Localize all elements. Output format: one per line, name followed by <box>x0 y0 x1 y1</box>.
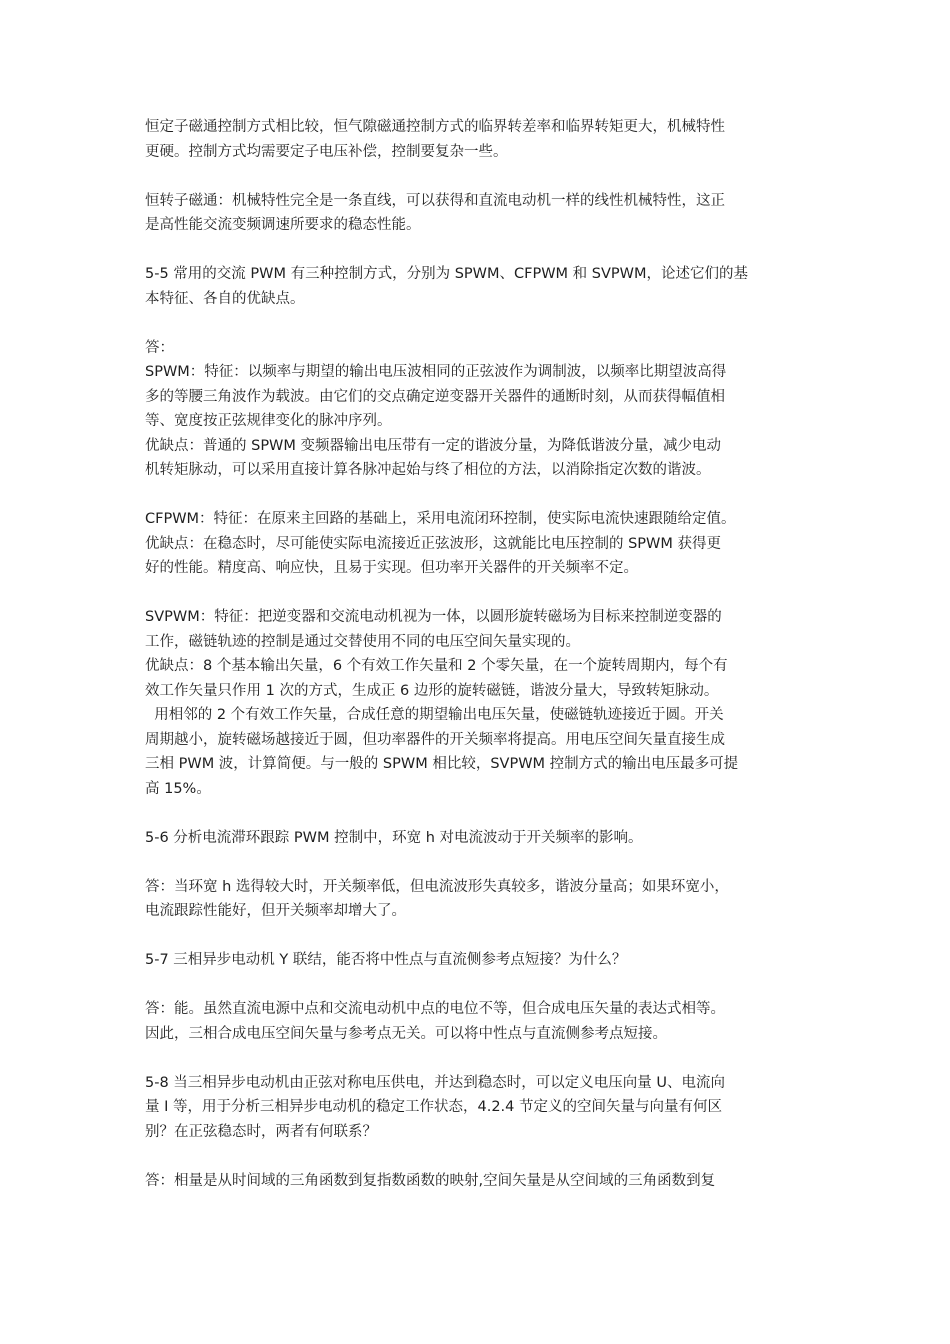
paragraph-1 <box>145 115 810 164</box>
text-line: 是高性能交流变频调速所要求的稳态性能。 <box>145 217 421 233</box>
document-page <box>145 115 810 1193</box>
text-line: 多的等腰三角波作为载波。由它们的交点确定逆变器开关器件的通断时刻，从而获得幅值相 <box>145 388 725 405</box>
answer-5-8 <box>145 1169 810 1194</box>
text-line: 量 I 等，用于分析三相异步电动机的稳定工作状态，4.2.4 节定义的空间矢量与向量有何区 <box>145 1099 722 1115</box>
text-line: 机转矩脉动，可以采用直接计算各脉冲起始与终了相位的方法，以消除指定次数的谐波。 <box>145 462 711 478</box>
question-5-7 <box>145 948 810 973</box>
text-line: 电流跟踪性能好，但开关频率却增大了。 <box>145 903 406 919</box>
text-line: 5-5 常用的交流 PWM 有三种控制方式，分别为 SPWM、CFPWM 和 SVPWM，论述它们的基 <box>145 266 748 282</box>
text-line: 三相 PWM 波，计算简便。与一般的 SPWM 相比较，SVPWM 控制方式的输出电压最多可提 <box>145 756 739 772</box>
text-line: 高 15%。 <box>145 780 211 797</box>
text-line: 更硬。控制方式均需要定子电压补偿，控制要复杂一些。 <box>145 143 508 160</box>
text-line: 本特征、各自的优缺点。 <box>145 290 305 307</box>
answer-5-6 <box>145 875 810 924</box>
text-line: SPWM：特征：以频率与期望的输出电压波相同的正弦波作为调制波，以频率比期望波高得 <box>145 364 727 380</box>
text-line: 5-8 当三相异步电动机由正弦对称电压供电，并达到稳态时，可以定义电压向量 U、电流向 <box>145 1074 726 1091</box>
answer-5-5-svpwm <box>145 605 810 801</box>
text-line: 效工作矢量只作用 1 次的方式，生成正 6 边形的旋转磁链，谐波分量大，导致转矩脉动。 <box>145 682 719 699</box>
paragraph-2 <box>145 189 810 238</box>
text-line: 用相邻的 2 个有效工作矢量，合成任意的期望输出电压矢量，使磁链轨迹接近于圆。开关 <box>145 707 724 723</box>
text-line: 好的性能。精度高、响应快，且易于实现。但功率开关器件的开关频率不定。 <box>145 560 638 576</box>
answer-5-7 <box>145 997 810 1046</box>
text-line: SVPWM：特征：把逆变器和交流电动机视为一体，以圆形旋转磁场为目标来控制逆变器的 <box>145 609 722 625</box>
text-line: 5-7 三相异步电动机 Y 联结，能否将中性点与直流侧参考点短接？为什么？ <box>145 952 627 968</box>
text-line: 答：能。虽然直流电源中点和交流电动机中点的电位不等，但合成电压矢量的表达式相等。 <box>145 1001 725 1017</box>
text-line: 答： <box>145 339 174 356</box>
text-line: 因此，三相合成电压空间矢量与参考点无关。可以将中性点与直流侧参考点短接。 <box>145 1025 667 1042</box>
text-line: 答：相量是从时间域的三角函数到复指数函数的映射,空间矢量是从空间域的三角函数到复 <box>145 1172 716 1189</box>
text-line: CFPWM：特征：在原来主回路的基础上，采用电流闭环控制，使实际电流快速跟随给定值。 <box>145 511 736 527</box>
text-line: 优缺点：8 个基本输出矢量，6 个有效工作矢量和 2 个零矢量，在一个旋转周期内，每个有 <box>145 658 728 674</box>
question-5-8 <box>145 1071 810 1145</box>
text-line: 恒定子磁通控制方式相比较，恒气隙磁通控制方式的临界转差率和临界转矩更大，机械特性 <box>145 119 725 135</box>
text-line: 等、宽度按正弦规律变化的脉冲序列。 <box>145 413 392 429</box>
text-line: 优缺点：在稳态时，尽可能使实际电流接近正弦波形，这就能比电压控制的 SPWM 获得更 <box>145 535 722 552</box>
text-line: 工作，磁链轨迹的控制是通过交替使用不同的电压空间矢量实现的。 <box>145 633 580 650</box>
text-line: 答：当环宽 h 选得较大时，开关频率低，但电流波形失真较多，谐波分量高；如果环宽小， <box>145 878 729 895</box>
text-line: 5-6 分析电流滞环跟踪 PWM 控制中，环宽 h 对电流波动于开关频率的影响。 <box>145 829 643 846</box>
text-line: 优缺点：普通的 SPWM 变频器输出电压带有一定的谐波分量，为降低谐波分量，减少电动 <box>145 437 722 454</box>
answer-5-5-spwm <box>145 336 810 483</box>
text-line: 周期越小，旋转磁场越接近于圆，但功率器件的开关频率将提高。用电压空间矢量直接生成 <box>145 731 725 748</box>
text-line: 恒转子磁通：机械特性完全是一条直线，可以获得和直流电动机一样的线性机械特性，这正 <box>145 192 725 209</box>
question-5-6 <box>145 826 810 851</box>
question-5-5 <box>145 262 810 311</box>
text-line: 别？在正弦稳态时，两者有何联系？ <box>145 1123 377 1140</box>
answer-5-5-cfpwm <box>145 507 810 581</box>
